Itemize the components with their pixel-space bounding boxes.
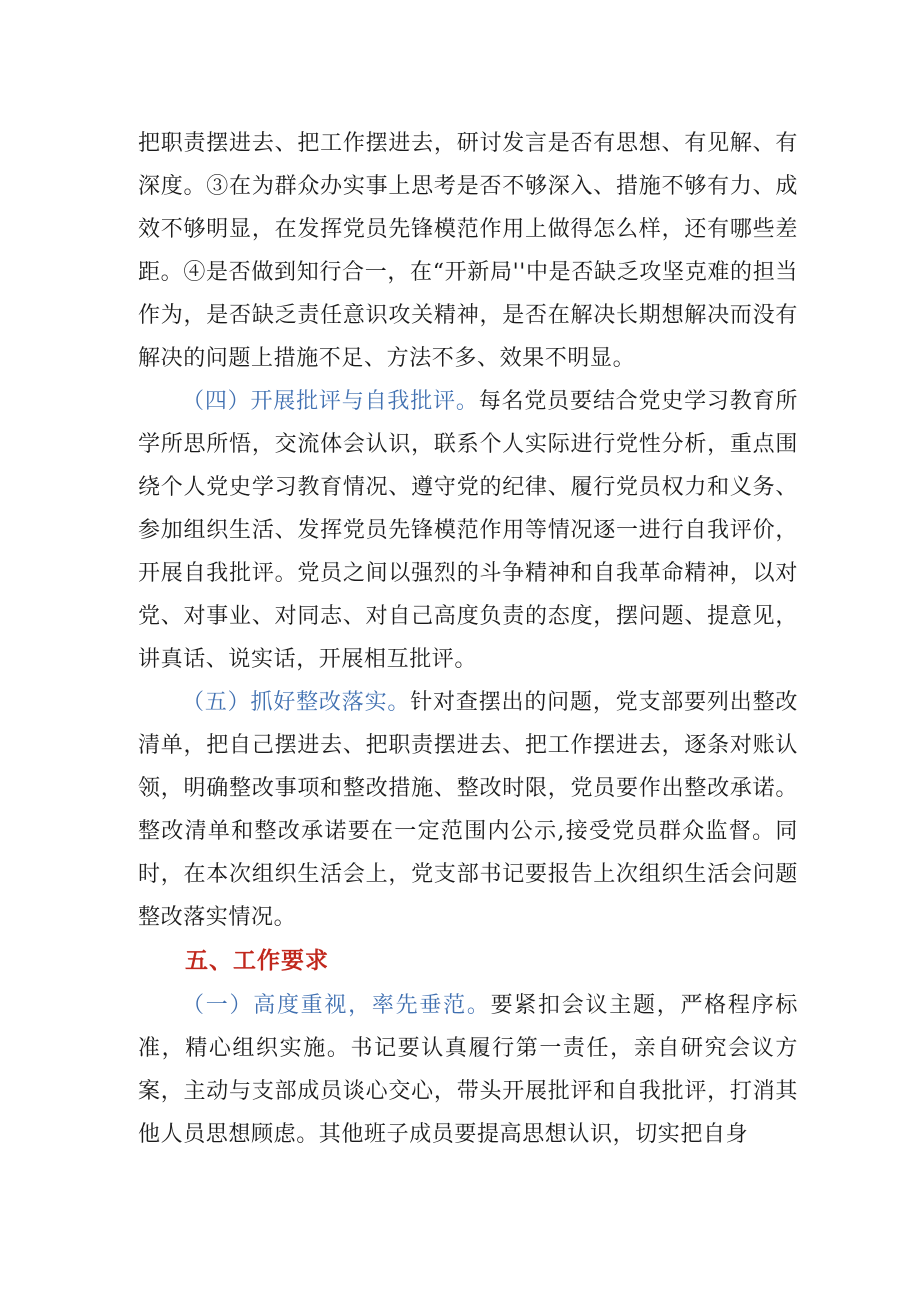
section-heading-work-requirements: 五、工作要求 bbox=[185, 948, 329, 974]
paragraph-criticism bbox=[138, 380, 798, 681]
sub-heading-criticism: （四）开展批评与自我批评。 bbox=[182, 389, 479, 414]
paragraph-attention bbox=[138, 984, 798, 1156]
paragraph-continuation: 把职责摆进去、把工作摆进去，研讨发言是否有思想、有见解、有深度。③在为群众办实事上思考是否不够深入、措施不够有力、成效不够明显，在发挥党员先锋模范作用上做得怎么样，还有哪些差距。④是否做到知行合一，在“开新局''中是否缺乏攻坚克难的担当作为，是否缺乏责任意识攻关精神，是否在解决长期想解决而没有解决的问题上措施不足、方法不多、效果不明显。 bbox=[138, 131, 798, 371]
paragraph-rectification-body: 针对查摆出的问题，党支部要列出整改清单，把自己摆进去、把职责摆进去、把工作摆进去，逐条对账认领，明确整改事项和整改措施、整改时限，党员要作出整改承诺。整改清单和整改承诺要在一定范围内公示,接受党员群众监督。同时，在本次组织生活会上，党支部书记要报告上次组织生活会问题整改落实情况。 bbox=[138, 690, 798, 930]
sub-heading-rectification: （五）抓好整改落实。 bbox=[182, 690, 411, 715]
paragraph-attention-body: 要紧扣会议主题，严格程序标准，精心组织实施。书记要认真履行第一责任，亲自研究会议方案，主动与支部成员谈心交心，带头开展批评和自我批评，打消其他人员思想顾虑。其他班子成员要提高思想认识，切实把自身 bbox=[138, 993, 798, 1147]
paragraph-criticism-body: 每名党员要结合党史学习教育所学所思所悟，交流体会认识，联系个人实际进行党性分析，重点围绕个人党史学习教育情况、遵守党的纪律、履行党员权力和义务、参加组织生活、发挥党员先锋模范作用等情况逐一进行自我评价，开展自我批评。党员之间以强烈的斗争精神和自我革命精神，以对党、对事业、对同志、对自己高度负责的态度，摆问题、提意见，讲真话、说实话，开展相互批评。 bbox=[138, 389, 798, 672]
document-body bbox=[138, 122, 798, 1156]
paragraph-rectification bbox=[138, 681, 798, 939]
sub-heading-attention: （一）高度重视，率先垂范。 bbox=[182, 993, 491, 1018]
